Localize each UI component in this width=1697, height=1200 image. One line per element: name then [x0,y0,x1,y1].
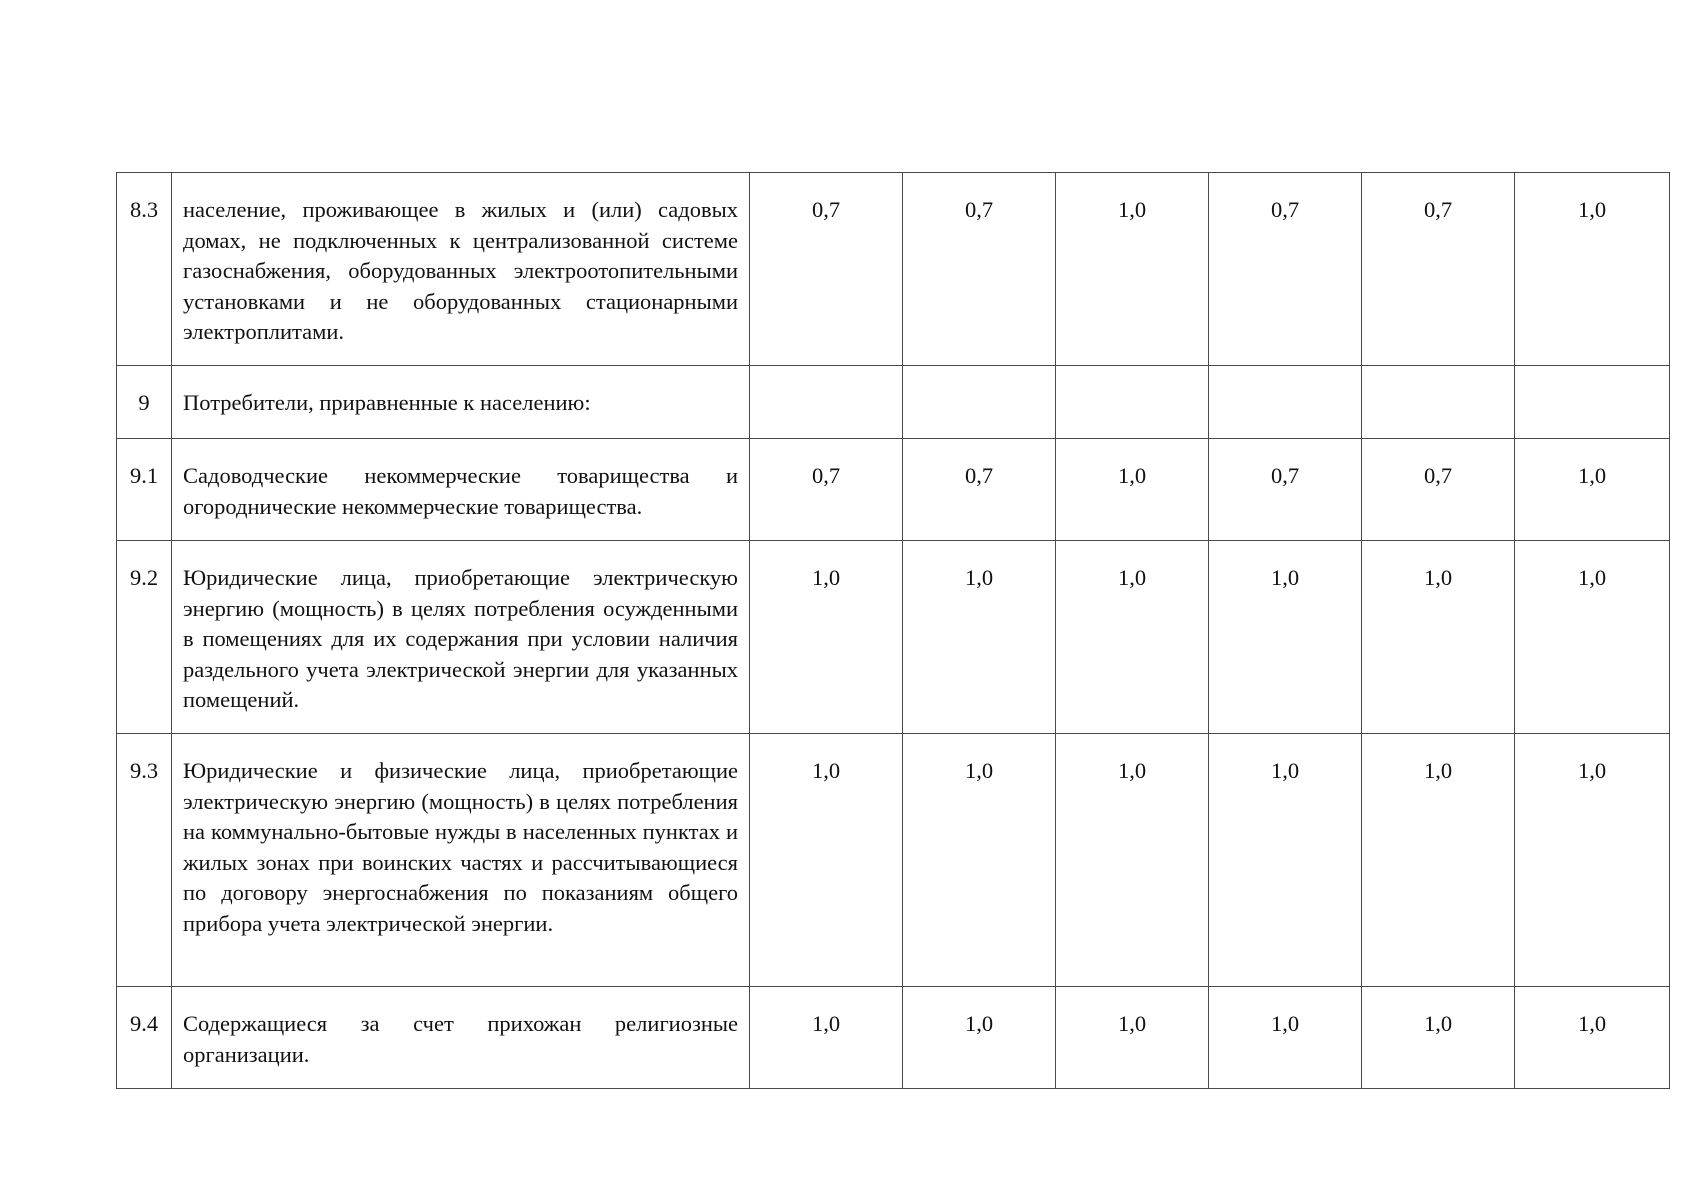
value-cell: 1,0 [1362,541,1515,734]
value-cell: 0,7 [1209,173,1362,366]
value-cell [1362,366,1515,439]
value-cell: 1,0 [750,987,903,1089]
value-cell: 1,0 [1209,987,1362,1089]
value-cell: 1,0 [903,987,1056,1089]
value-cell: 1,0 [1209,734,1362,987]
row-number: 8.3 [117,173,172,366]
table-row [117,439,1670,541]
table-row [117,541,1670,734]
value-cell [1056,366,1209,439]
row-description: Юридические и физические лица, приобретающие электрическую энергию (мощность) в целях потребления на коммунально-бытовые нужды в населенных пунктах и жилых зонах при воинских частях и рассчитывающиеся по договору энергоснабжения по показаниям общего прибора учета электрической энергии. [172,734,750,987]
value-cell: 1,0 [1056,541,1209,734]
row-number: 9.4 [117,987,172,1089]
value-cell [1209,366,1362,439]
value-cell: 0,7 [750,439,903,541]
value-cell: 0,7 [903,439,1056,541]
value-cell [903,366,1056,439]
value-cell: 1,0 [1056,734,1209,987]
coefficients-table [116,172,1670,1089]
value-cell: 0,7 [903,173,1056,366]
value-cell: 1,0 [1515,173,1670,366]
value-cell: 1,0 [750,541,903,734]
row-description: Юридические лица, приобретающие электрическую энергию (мощность) в целях потребления осужденными в помещениях для их содержания при условии наличия раздельного учета электрической энергии для указанных помещений. [172,541,750,734]
table-row [117,366,1670,439]
value-cell [750,366,903,439]
value-cell: 1,0 [1362,987,1515,1089]
row-number: 9 [117,366,172,439]
value-cell: 1,0 [1056,439,1209,541]
value-cell: 1,0 [750,734,903,987]
row-description: Садоводческие некоммерческие товарищества и огороднические некоммерческие товарищества. [172,439,750,541]
value-cell: 1,0 [1056,173,1209,366]
value-cell: 0,7 [1362,173,1515,366]
row-number: 9.3 [117,734,172,987]
value-cell: 1,0 [1056,987,1209,1089]
row-description: Потребители, приравненные к населению: [172,366,750,439]
value-cell: 1,0 [1515,987,1670,1089]
value-cell: 1,0 [903,541,1056,734]
value-cell: 1,0 [1515,541,1670,734]
table-row [117,734,1670,987]
value-cell: 1,0 [903,734,1056,987]
value-cell: 1,0 [1362,734,1515,987]
value-cell: 1,0 [1515,439,1670,541]
table-row [117,173,1670,366]
row-number: 9.2 [117,541,172,734]
table-row [117,987,1670,1089]
value-cell: 0,7 [750,173,903,366]
value-cell: 0,7 [1362,439,1515,541]
value-cell: 1,0 [1515,734,1670,987]
row-number: 9.1 [117,439,172,541]
row-description: население, проживающее в жилых и (или) садовых домах, не подключенных к централизованной системе газоснабжения, оборудованных электроотопительными установками и не оборудованных стационарными электроплитами. [172,173,750,366]
value-cell [1515,366,1670,439]
value-cell: 0,7 [1209,439,1362,541]
value-cell: 1,0 [1209,541,1362,734]
row-description: Содержащиеся за счет прихожан религиозные организации. [172,987,750,1089]
